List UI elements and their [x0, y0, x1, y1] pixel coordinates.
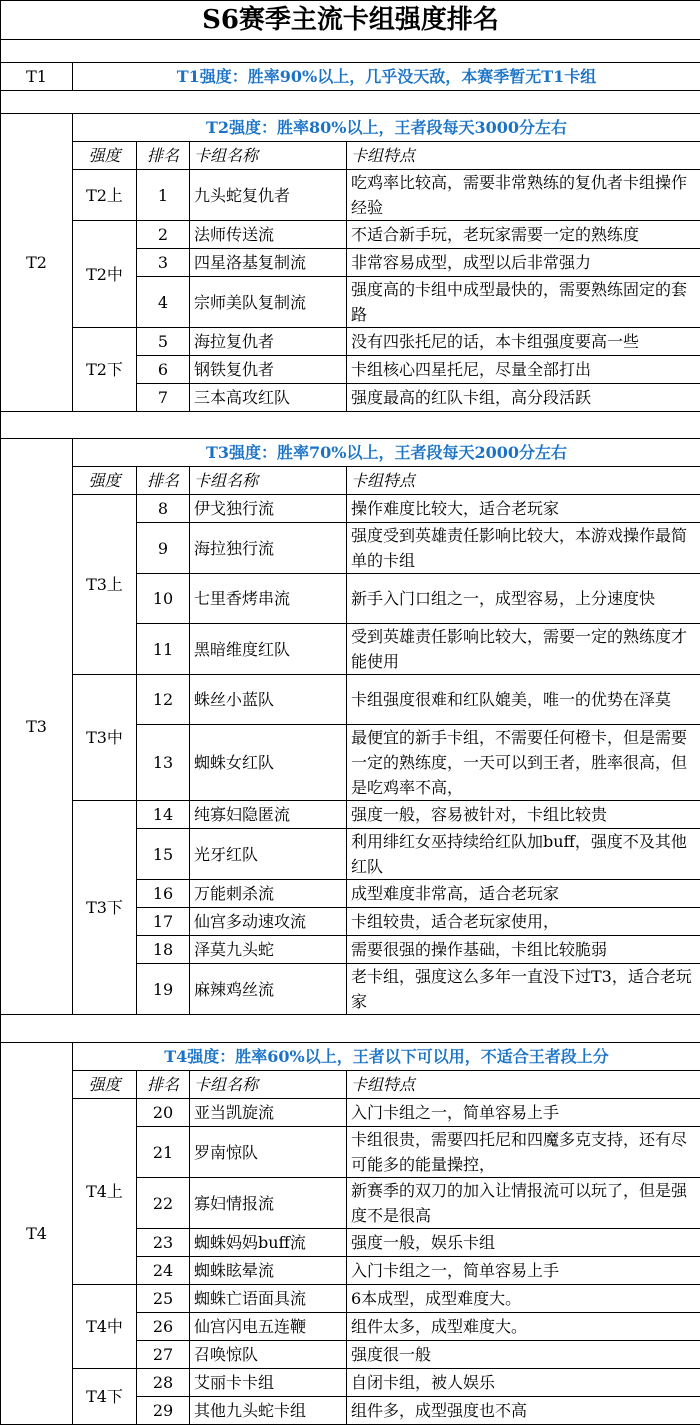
deck-name: 四星洛基复制流 [190, 249, 347, 277]
deck-desc: 卡组很贵，需要四托尼和四魔多克支持，还有尽可能多的能量操控， [347, 1127, 700, 1178]
table-row [1, 1285, 700, 1313]
table-row [1, 221, 700, 249]
tier-label-t1: T1 [1, 63, 73, 91]
deck-name: 召唤惊队 [190, 1341, 347, 1369]
spacer-row [1, 412, 700, 439]
deck-desc: 成型难度非常高，适合老玩家 [347, 880, 700, 908]
deck-desc: 利用绯红女巫持续给红队加buff，强度不及其他红队 [347, 829, 700, 880]
deck-desc: 操作难度比较大，适合老玩家 [347, 495, 700, 523]
deck-rank: 2 [137, 221, 190, 249]
deck-desc: 需要很强的操作基础，卡组比较脆弱 [347, 936, 700, 964]
deck-desc: 卡组核心四星托尼，尽量全部打出 [347, 356, 700, 384]
deck-name: 九头蛇复仇者 [190, 170, 347, 221]
deck-name: 其他九头蛇卡组 [190, 1397, 347, 1425]
table-row [1, 1099, 700, 1127]
deck-name: 蛛丝小蓝队 [190, 675, 347, 725]
deck-name: 罗南惊队 [190, 1127, 347, 1178]
sub-tier-label: T2上 [73, 170, 137, 221]
spacer-row [1, 40, 700, 63]
deck-rank: 13 [137, 725, 190, 801]
deck-rank: 5 [137, 328, 190, 356]
deck-desc: 强度一般，容易被针对，卡组比较贵 [347, 801, 700, 829]
sub-tier-label: T2下 [73, 328, 137, 412]
spacer-row [1, 1015, 700, 1043]
deck-name: 麻辣鸡丝流 [190, 964, 347, 1015]
header-name: 卡组名称 [190, 142, 347, 170]
sub-tier-label: T4中 [73, 1285, 137, 1369]
deck-rank: 8 [137, 495, 190, 523]
header-desc: 卡组特点 [347, 1071, 700, 1099]
deck-desc: 6本成型，成型难度大。 [347, 1285, 700, 1313]
header-rank: 排名 [137, 467, 190, 495]
deck-desc: 强度一般，娱乐卡组 [347, 1229, 700, 1257]
deck-desc: 自闭卡组，被人娱乐 [347, 1369, 700, 1397]
deck-desc: 新手入门口组之一，成型容易，上分速度快 [347, 574, 700, 624]
deck-rank: 29 [137, 1397, 190, 1425]
header-name: 卡组名称 [190, 1071, 347, 1099]
sub-tier-label: T2中 [73, 221, 137, 328]
deck-name: 蜘蛛眩晕流 [190, 1257, 347, 1285]
deck-name: 寡妇情报流 [190, 1178, 347, 1229]
tier-heading-t3: T3强度：胜率70%以上，王者段每天2000分左右 [73, 439, 700, 467]
tier-heading-t2: T2强度：胜率80%以上，王者段每天3000分左右 [73, 114, 700, 142]
deck-desc: 入门卡组之一，简单容易上手 [347, 1257, 700, 1285]
deck-name: 艾丽卡卡组 [190, 1369, 347, 1397]
deck-name: 海拉独行流 [190, 523, 347, 574]
deck-desc: 新赛季的双刀的加入让情报流可以玩了，但是强度不是很高 [347, 1178, 700, 1229]
header-desc: 卡组特点 [347, 467, 700, 495]
deck-name: 宗师美队复制流 [190, 277, 347, 328]
header-strength: 强度 [73, 467, 137, 495]
deck-rank: 21 [137, 1127, 190, 1178]
page-title: S6赛季主流卡组强度排名 [1, 1, 700, 40]
deck-desc: 老卡组，强度这么多年一直没下过T3，适合老玩家 [347, 964, 700, 1015]
tier-label-t3: T3 [1, 439, 73, 1015]
deck-rank: 26 [137, 1313, 190, 1341]
deck-name: 泽莫九头蛇 [190, 936, 347, 964]
deck-rank: 16 [137, 880, 190, 908]
deck-rank: 17 [137, 908, 190, 936]
deck-rank: 18 [137, 936, 190, 964]
deck-name: 钢铁复仇者 [190, 356, 347, 384]
deck-name: 伊戈独行流 [190, 495, 347, 523]
deck-rank: 1 [137, 170, 190, 221]
deck-rank: 28 [137, 1369, 190, 1397]
deck-desc: 强度高的卡组中成型最快的，需要熟练固定的套路 [347, 277, 700, 328]
deck-name: 蜘蛛女红队 [190, 725, 347, 801]
deck-name: 蜘蛛亡语面具流 [190, 1285, 347, 1313]
deck-desc: 卡组强度很难和红队媲美，唯一的优势在泽莫 [347, 675, 700, 725]
tier-heading-t1: T1强度：胜率90%以上，几乎没天敌，本赛季暂无T1卡组 [73, 63, 700, 91]
deck-rank: 20 [137, 1099, 190, 1127]
sub-tier-label: T3上 [73, 495, 137, 675]
deck-desc: 最便宜的新手卡组，不需要任何橙卡，但是需要一定的熟练度，一天可以到王者，胜率很高，但是吃鸡率不高， [347, 725, 700, 801]
deck-rank: 11 [137, 624, 190, 675]
sub-tier-label: T3下 [73, 801, 137, 1015]
deck-name: 黑暗维度红队 [190, 624, 347, 675]
deck-desc: 不适合新手玩，老玩家需要一定的熟练度 [347, 221, 700, 249]
deck-desc: 非常容易成型，成型以后非常强力 [347, 249, 700, 277]
spacer-row [1, 91, 700, 114]
tier-label-t4: T4 [1, 1043, 73, 1425]
deck-desc: 强度受到英雄责任影响比较大，本游戏操作最简单的卡组 [347, 523, 700, 574]
deck-rank: 4 [137, 277, 190, 328]
header-strength: 强度 [73, 142, 137, 170]
deck-desc: 受到英雄责任影响比较大，需要一定的熟练度才能使用 [347, 624, 700, 675]
deck-rank: 15 [137, 829, 190, 880]
sub-tier-label: T3中 [73, 675, 137, 801]
deck-name: 万能刺杀流 [190, 880, 347, 908]
table-row [1, 801, 700, 829]
deck-rank: 6 [137, 356, 190, 384]
table-row [1, 170, 700, 221]
deck-name: 海拉复仇者 [190, 328, 347, 356]
deck-rank: 25 [137, 1285, 190, 1313]
tier-label-t2: T2 [1, 114, 73, 412]
deck-rank: 24 [137, 1257, 190, 1285]
header-name: 卡组名称 [190, 467, 347, 495]
deck-rank: 27 [137, 1341, 190, 1369]
deck-rank: 19 [137, 964, 190, 1015]
header-desc: 卡组特点 [347, 142, 700, 170]
deck-desc: 没有四张托尼的话，本卡组强度要高一些 [347, 328, 700, 356]
deck-rank: 23 [137, 1229, 190, 1257]
deck-name: 仙宫闪电五连鞭 [190, 1313, 347, 1341]
table-row [1, 675, 700, 725]
table-row [1, 1369, 700, 1397]
tier-heading-t4: T4强度：胜率60%以上，王者以下可以用，不适合王者段上分 [73, 1043, 700, 1071]
deck-name: 蜘蛛妈妈buff流 [190, 1229, 347, 1257]
deck-desc: 强度最高的红队卡组，高分段活跃 [347, 384, 700, 412]
header-rank: 排名 [137, 142, 190, 170]
deck-name: 仙宫多动速攻流 [190, 908, 347, 936]
deck-rank: 3 [137, 249, 190, 277]
sub-tier-label: T4下 [73, 1369, 137, 1425]
deck-name: 三本高攻红队 [190, 384, 347, 412]
header-strength: 强度 [73, 1071, 137, 1099]
deck-rank: 22 [137, 1178, 190, 1229]
deck-name: 光牙红队 [190, 829, 347, 880]
table-row [1, 495, 700, 523]
deck-desc: 卡组较贵，适合老玩家使用， [347, 908, 700, 936]
deck-name: 亚当凯旋流 [190, 1099, 347, 1127]
deck-rank: 7 [137, 384, 190, 412]
header-rank: 排名 [137, 1071, 190, 1099]
deck-rank: 12 [137, 675, 190, 725]
deck-desc: 吃鸡率比较高，需要非常熟练的复仇者卡组操作经验 [347, 170, 700, 221]
deck-name: 七里香烤串流 [190, 574, 347, 624]
deck-desc: 组件多，成型强度也不高 [347, 1397, 700, 1425]
deck-desc: 组件太多，成型难度大。 [347, 1313, 700, 1341]
sub-tier-label: T4上 [73, 1099, 137, 1285]
deck-name: 法师传送流 [190, 221, 347, 249]
deck-desc: 入门卡组之一，简单容易上手 [347, 1099, 700, 1127]
deck-desc: 强度很一般 [347, 1341, 700, 1369]
deck-rank: 10 [137, 574, 190, 624]
deck-name: 纯寡妇隐匿流 [190, 801, 347, 829]
table-row [1, 328, 700, 356]
deck-rank: 9 [137, 523, 190, 574]
deck-rank: 14 [137, 801, 190, 829]
